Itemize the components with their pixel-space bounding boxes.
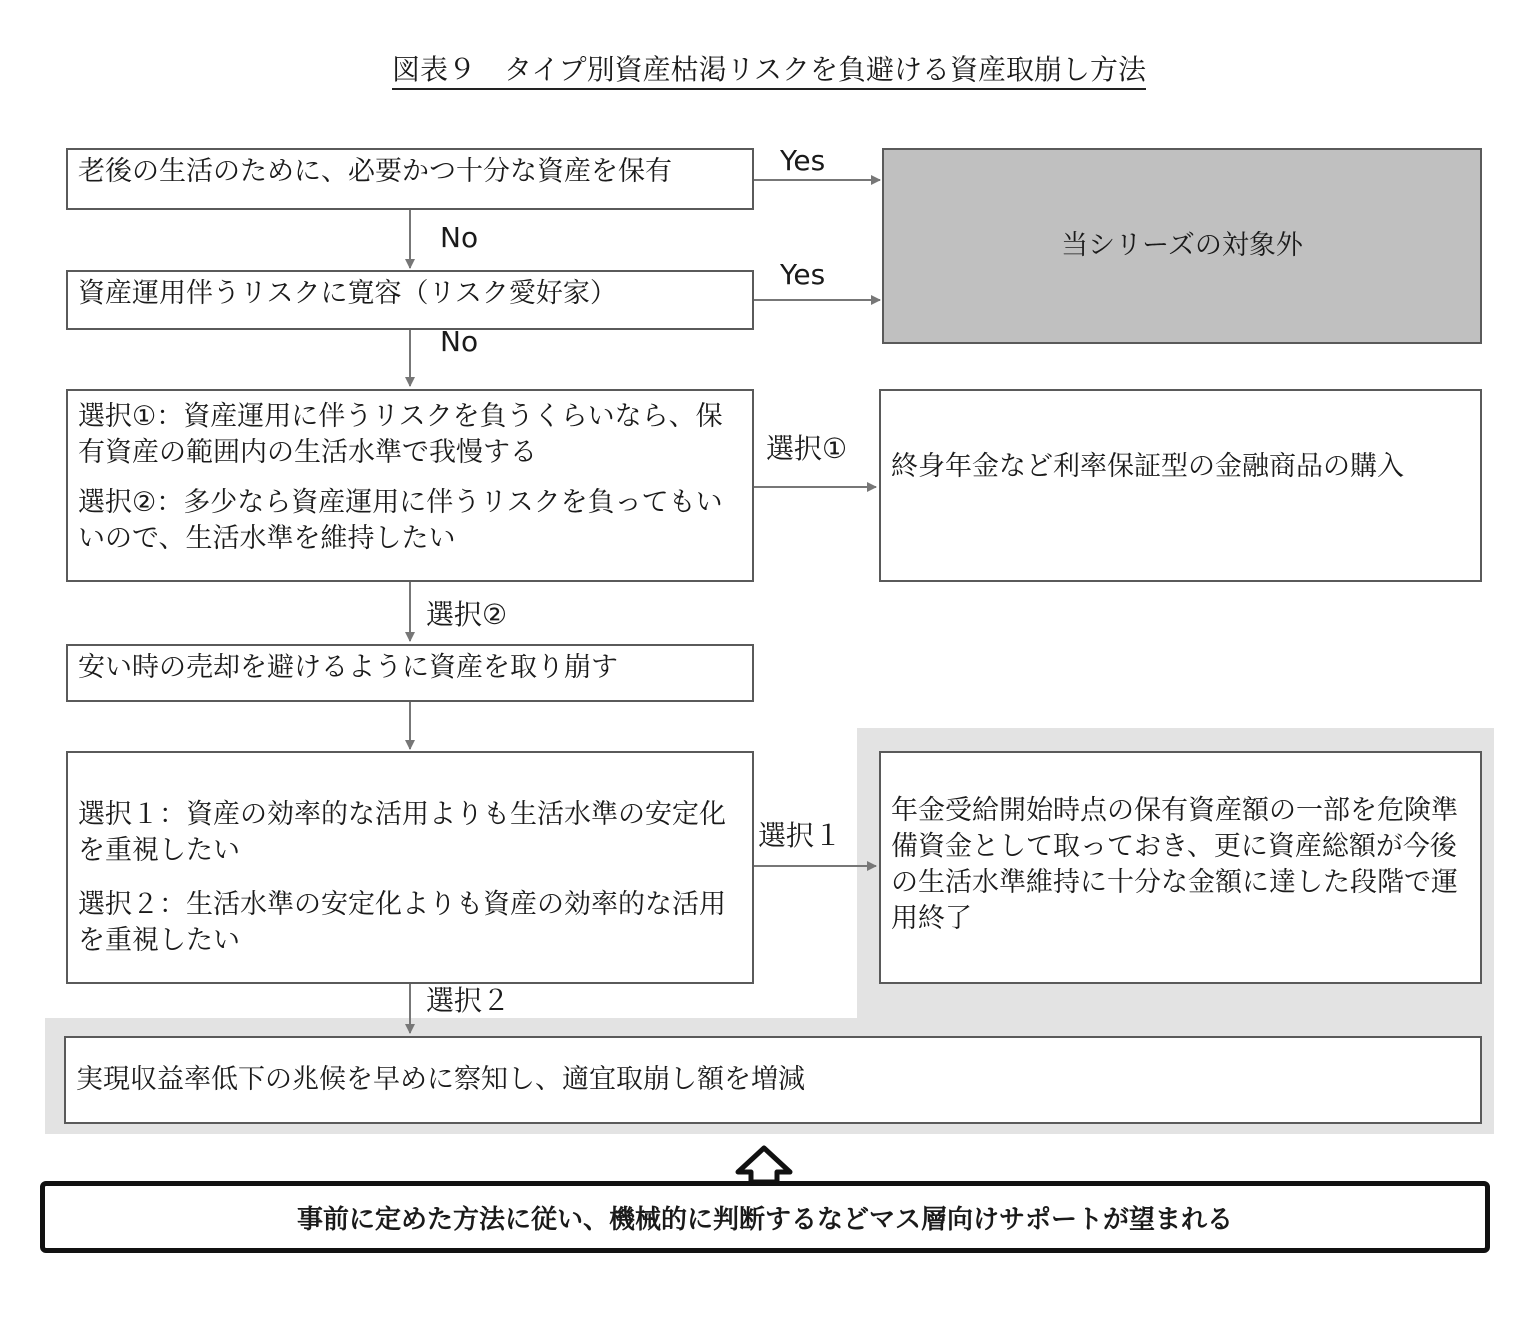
outcome-excluded-text: 当シリーズの対象外 [1061, 230, 1303, 261]
question-asset-sufficient-text: 老後の生活のために、必要かつ十分な資産を保有 [78, 156, 672, 187]
outcome-adjust-withdrawal-text: 実現収益率低下の兆候を早めに察知し、適宜取崩し額を増減 [76, 1064, 805, 1095]
label-choice-circled-2: 選択② [426, 598, 508, 631]
choice-circled-1-text: 選択①：資産運用に伴うリスクを負うくらいなら、保有資産の範囲内の生活水準で我慢する [78, 401, 723, 468]
label-choice-circled-1: 選択① [766, 432, 848, 465]
question-risk-tolerant [66, 270, 754, 330]
diagram-title-text: 図表９ タイプ別資産枯渇リスクを負避ける資産取崩し方法 [392, 53, 1146, 90]
outcome-reserve-fund-text: 年金受給開始時点の保有資産額の一部を危険準備資金として取っておき、更に資産総額が今後の生活水準維持に十分な金額に達した段階で運用終了 [891, 795, 1458, 934]
label-yes-2: Yes [780, 258, 826, 291]
step-avoid-selling-low-text: 安い時の売却を避けるように資産を取り崩す [78, 652, 618, 683]
step-avoid-selling-low [66, 644, 754, 702]
label-choice-num-1: 選択１ [758, 819, 843, 852]
outcome-adjust-withdrawal [64, 1036, 1482, 1124]
choice-circled-2-text: 選択②：多少なら資産運用に伴うリスクを負ってもいいので、生活水準を維持したい [78, 487, 723, 554]
question-asset-sufficient [66, 148, 754, 210]
conclusion-box [40, 1181, 1490, 1253]
choice-num-1-text: 選択１：資産の効率的な活用よりも生活水準の安定化を重視したい [78, 799, 726, 866]
conclusion-text: 事前に定めた方法に従い、機械的に判断するなどマス層向けサポートが望まれる [296, 1204, 1233, 1235]
label-yes-1: Yes [780, 144, 826, 177]
outcome-annuity [879, 389, 1482, 582]
choice-box-stability-vs-efficiency [66, 751, 754, 984]
label-choice-num-2: 選択２ [426, 984, 511, 1017]
outcome-excluded [882, 148, 1482, 344]
label-no-2: No [440, 325, 479, 358]
up-arrow-icon [738, 1148, 790, 1182]
choice-num-2-text: 選択２：生活水準の安定化よりも資産の効率的な活用を重視したい [78, 889, 726, 956]
outcome-annuity-text: 終身年金など利率保証型の金融商品の購入 [891, 451, 1404, 482]
choice-box-risk-vs-living [66, 389, 754, 582]
outcome-reserve-fund [879, 751, 1482, 984]
question-risk-tolerant-text: 資産運用伴うリスクに寛容（リスク愛好家） [78, 278, 617, 309]
label-no-1: No [440, 221, 479, 254]
